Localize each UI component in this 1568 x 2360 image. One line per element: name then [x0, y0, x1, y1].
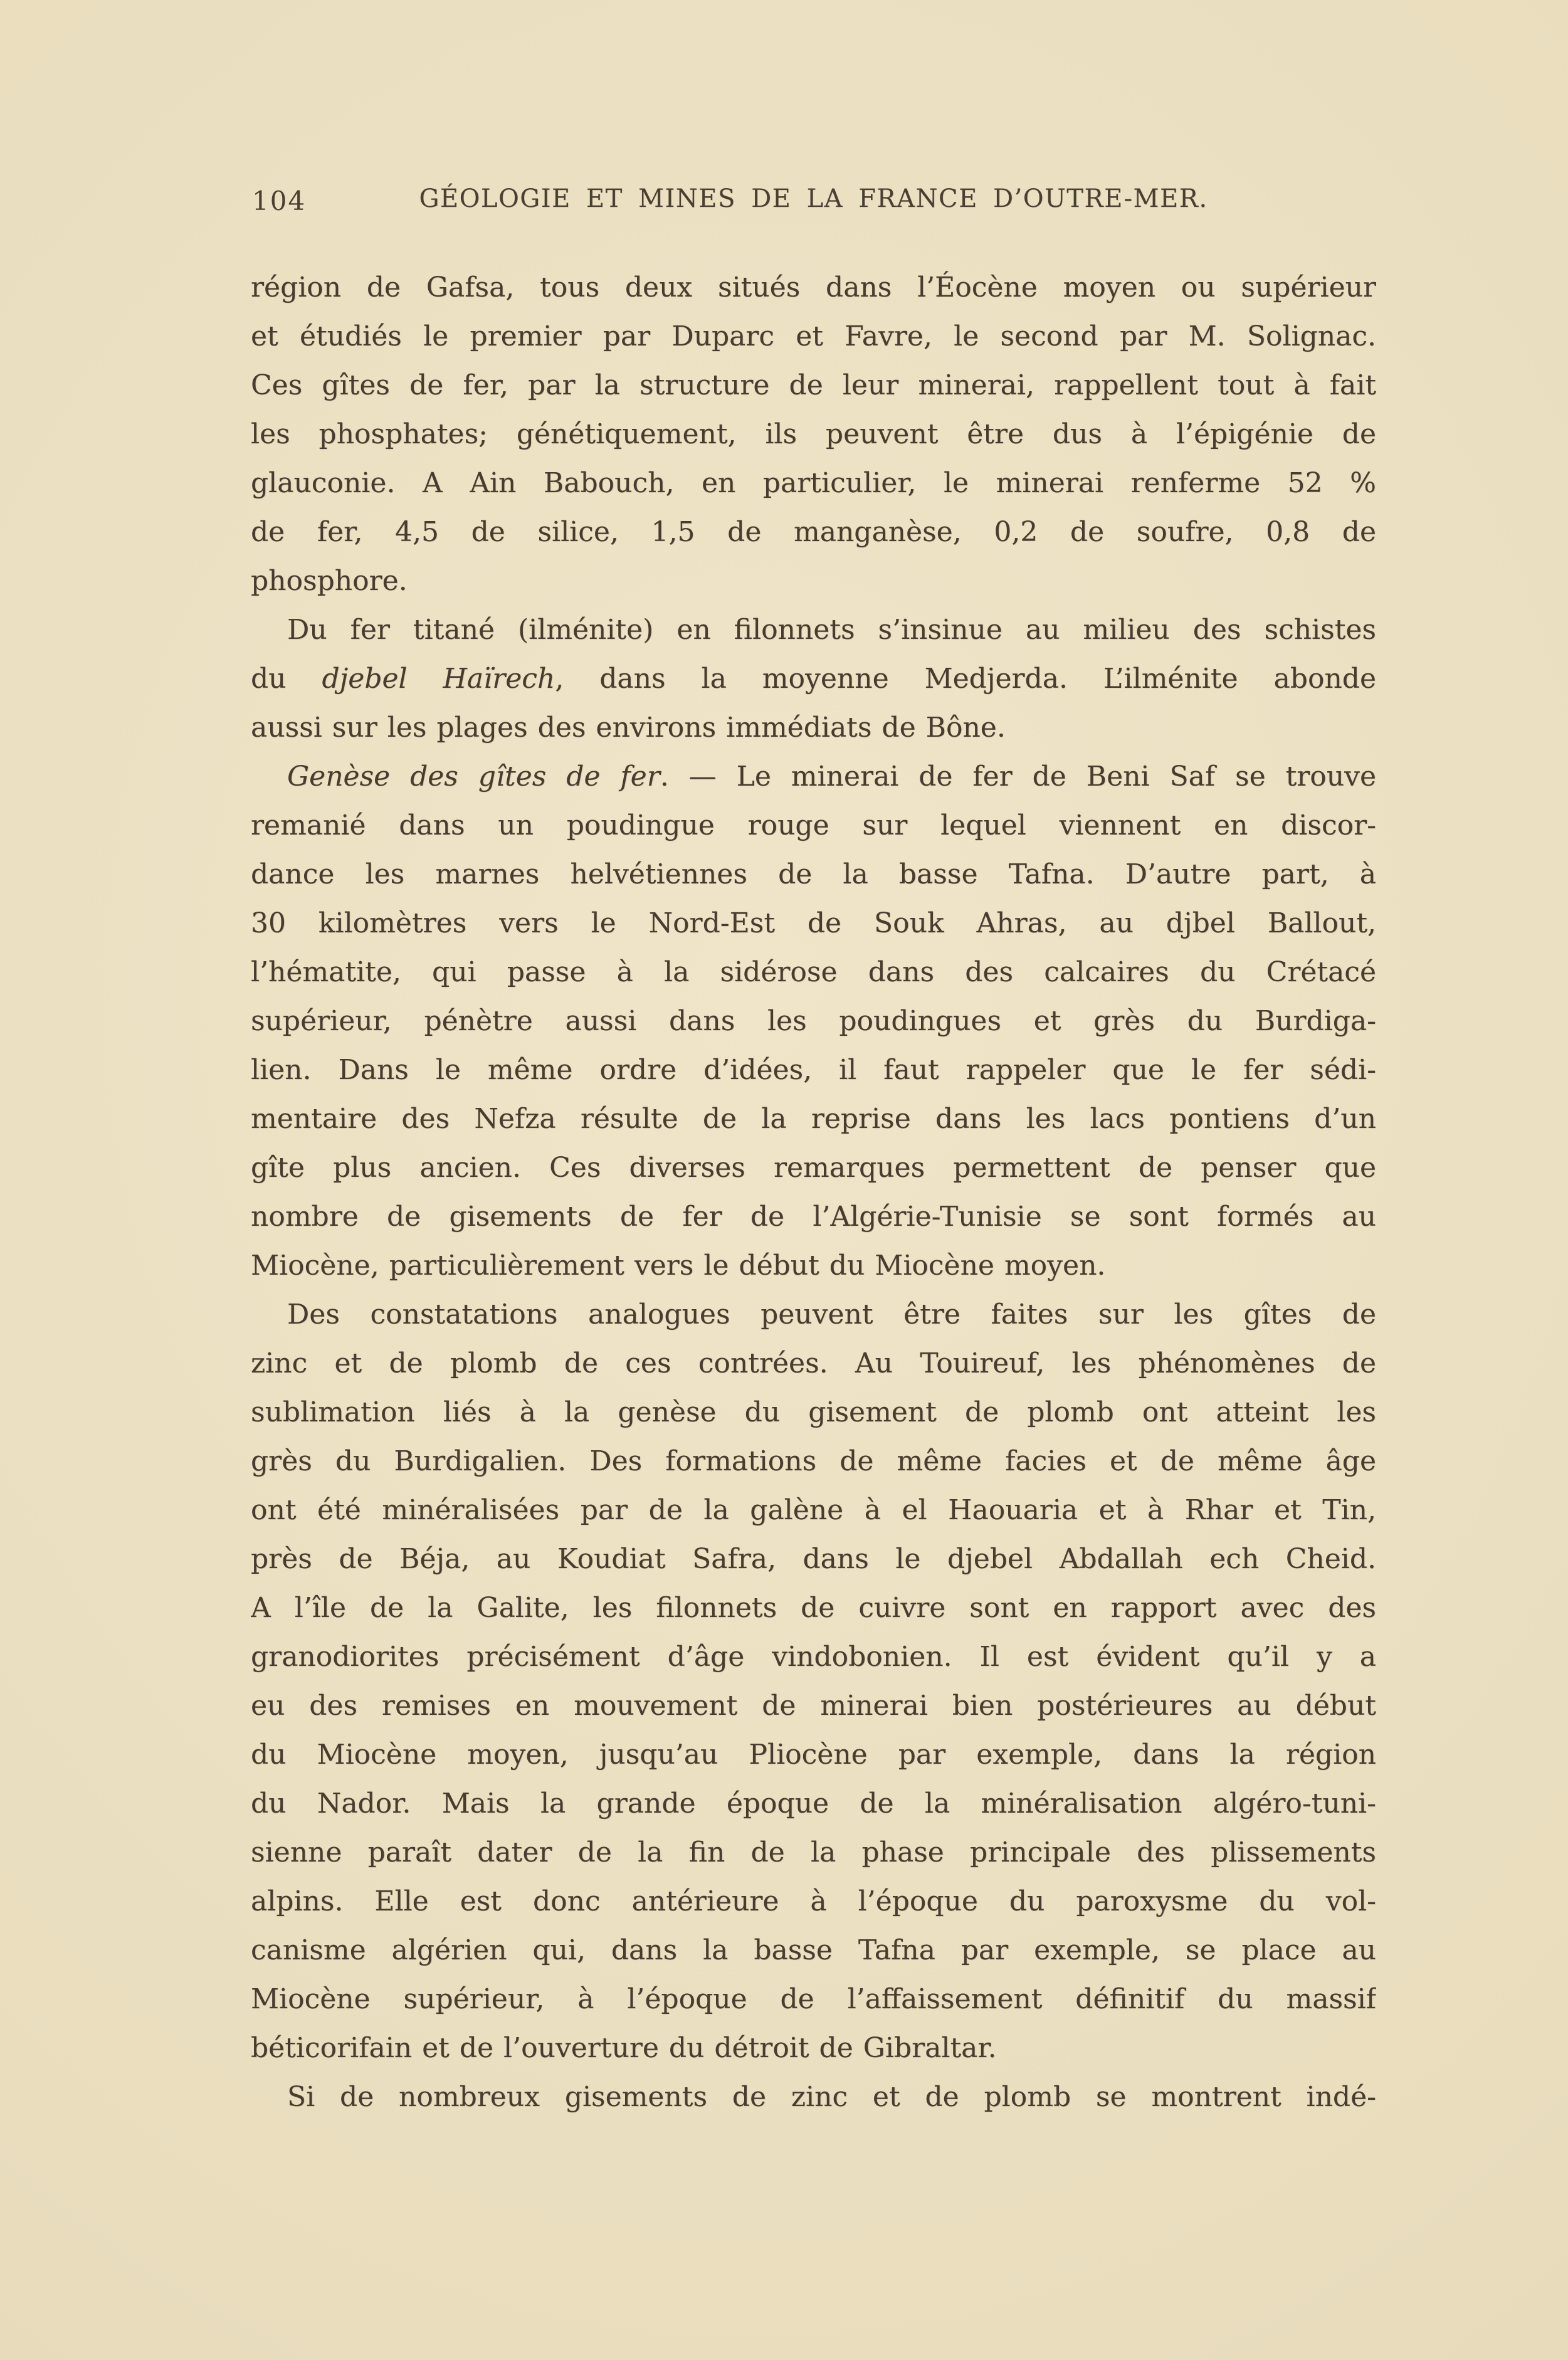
text-line [251, 263, 1376, 312]
text-segment: Si de nombreux gisements de zinc et de plomb se montrent indé- [287, 2081, 1376, 2113]
italic-text-segment: Genèse des gîtes de fer [287, 761, 660, 793]
text-segment: phosphore. [251, 565, 408, 597]
text-segment: région de Gafsa, tous deux situés dans l’Éocène moyen ou supérieur [251, 271, 1376, 303]
text-line [251, 1437, 1376, 1486]
text-line [251, 1095, 1376, 1144]
text-line [251, 899, 1376, 948]
text-segment: aussi sur les plages des environs immédiats de Bône. [251, 712, 1006, 744]
text-segment: nombre de gisements de fer de l’Algérie-Tunisie se sont formés au [251, 1201, 1376, 1233]
text-line [251, 1339, 1376, 1388]
text-segment: granodiorites précisément d’âge vindobonien. Il est évident qu’il y a [251, 1641, 1376, 1673]
text-line [251, 801, 1376, 850]
text-line [251, 948, 1376, 997]
text-segment: Des constatations analogues peuvent être faites sur les gîtes de [287, 1299, 1376, 1330]
text-line [251, 850, 1376, 899]
text-segment: , dans la moyenne Medjerda. L’ilménite abonde [555, 663, 1376, 695]
text-segment: sienne paraît dater de la fin de la phase principale des plissements [251, 1836, 1376, 1868]
text-line [251, 312, 1376, 361]
text-line [251, 508, 1376, 557]
text-segment: dance les marnes helvétiennes de la basse Tafna. D’autre part, à [251, 858, 1376, 890]
text-segment: grès du Burdigalien. Des formations de même facies et de même âge [251, 1445, 1376, 1477]
text-line [251, 1535, 1376, 1584]
text-line [251, 1241, 1376, 1290]
text-segment: Miocène, particulièrement vers le début du Miocène moyen. [251, 1250, 1106, 1282]
text-segment: alpins. Elle est donc antérieure à l’époque du paroxysme du vol- [251, 1885, 1376, 1917]
text-line [251, 1486, 1376, 1535]
text-line [251, 997, 1376, 1046]
text-line [251, 1144, 1376, 1193]
page-header [251, 184, 1376, 222]
text-segment: gîte plus ancien. Ces diverses remarques permettent de penser que [251, 1152, 1376, 1184]
text-segment: près de Béja, au Koudiat Safra, dans le djebel Abdallah ech Cheid. [251, 1543, 1376, 1575]
text-segment: zinc et de plomb de ces contrées. Au Touireuf, les phénomènes de [251, 1347, 1376, 1379]
text-line [251, 1926, 1376, 1975]
text-segment: l’hématite, qui passe à la sidérose dans des calcaires du Crétacé [251, 956, 1376, 988]
text-segment: A l’île de la Galite, les filonnets de cuivre sont en rapport avec des [251, 1592, 1376, 1624]
text-segment: Miocène supérieur, à l’époque de l’affaissement définitif du massif [251, 1983, 1376, 2015]
text-segment: mentaire des Nefza résulte de la reprise dans les lacs pontiens d’un [251, 1103, 1376, 1135]
text-line [251, 655, 1376, 703]
text-segment: Ces gîtes de fer, par la structure de leur minerai, rappellent tout à fait [251, 369, 1376, 401]
text-line [251, 752, 1376, 801]
text-line [251, 703, 1376, 752]
text-line [251, 1828, 1376, 1877]
text-segment: eu des remises en mouvement de minerai bien postérieures au début [251, 1690, 1376, 1722]
text-line [251, 1193, 1376, 1241]
text-line [251, 1290, 1376, 1339]
text-segment: . — Le minerai de fer de Beni Saf se trouve [660, 761, 1376, 793]
text-segment: du Nador. Mais la grande époque de la minéralisation algéro-tuni- [251, 1788, 1376, 1820]
text-line [251, 1730, 1376, 1779]
text-segment: de fer, 4,5 de silice, 1,5 de manganèse, 0,2 de soufre, 0,8 de [251, 516, 1376, 548]
text-line [251, 410, 1376, 459]
text-line [251, 1975, 1376, 2024]
text-line [251, 1046, 1376, 1095]
text-segment: béticorifain et de l’ouverture du détroit de Gibraltar. [251, 2032, 997, 2064]
page-number: 104 [252, 186, 307, 216]
text-line [251, 557, 1376, 606]
text-line [251, 2024, 1376, 2073]
running-title: GÉOLOGIE ET MINES DE LA FRANCE D’OUTRE-MER. [419, 184, 1208, 213]
text-line [251, 1682, 1376, 1730]
text-segment: du Miocène moyen, jusqu’au Pliocène par exemple, dans la région [251, 1739, 1376, 1771]
text-segment: sublimation liés à la genèse du gisement de plomb ont atteint les [251, 1396, 1376, 1428]
text-line [251, 1877, 1376, 1926]
page-body [251, 263, 1376, 2122]
text-segment: et étudiés le premier par Duparc et Favre, le second par M. Solignac. [251, 320, 1376, 352]
text-segment: supérieur, pénètre aussi dans les poudingues et grès du Burdiga- [251, 1005, 1376, 1037]
text-segment: les phosphates; génétiquement, ils peuvent être dus à l’épigénie de [251, 418, 1376, 450]
text-line [251, 606, 1376, 655]
text-line [251, 1633, 1376, 1682]
text-line [251, 1584, 1376, 1633]
text-line [251, 1388, 1376, 1437]
text-line [251, 459, 1376, 508]
text-segment: glauconie. A Ain Babouch, en particulier, le minerai renferme 52 % [251, 467, 1376, 499]
text-segment: du [251, 663, 322, 695]
text-segment: remanié dans un poudingue rouge sur lequel viennent en discor- [251, 809, 1376, 841]
text-segment: canisme algérien qui, dans la basse Tafna par exemple, se place au [251, 1934, 1376, 1966]
text-segment: 30 kilomètres vers le Nord-Est de Souk Ahras, au djbel Ballout, [251, 907, 1376, 939]
text-line [251, 2073, 1376, 2122]
italic-text-segment: djebel Haïrech [322, 663, 555, 695]
text-line [251, 361, 1376, 410]
text-segment: lien. Dans le même ordre d’idées, il faut rappeler que le fer sédi- [251, 1054, 1376, 1086]
text-segment: Du fer titané (ilménite) en filonnets s’insinue au milieu des schistes [287, 614, 1376, 646]
text-segment: ont été minéralisées par de la galène à el Haouaria et à Rhar et Tin, [251, 1494, 1376, 1526]
text-line [251, 1779, 1376, 1828]
